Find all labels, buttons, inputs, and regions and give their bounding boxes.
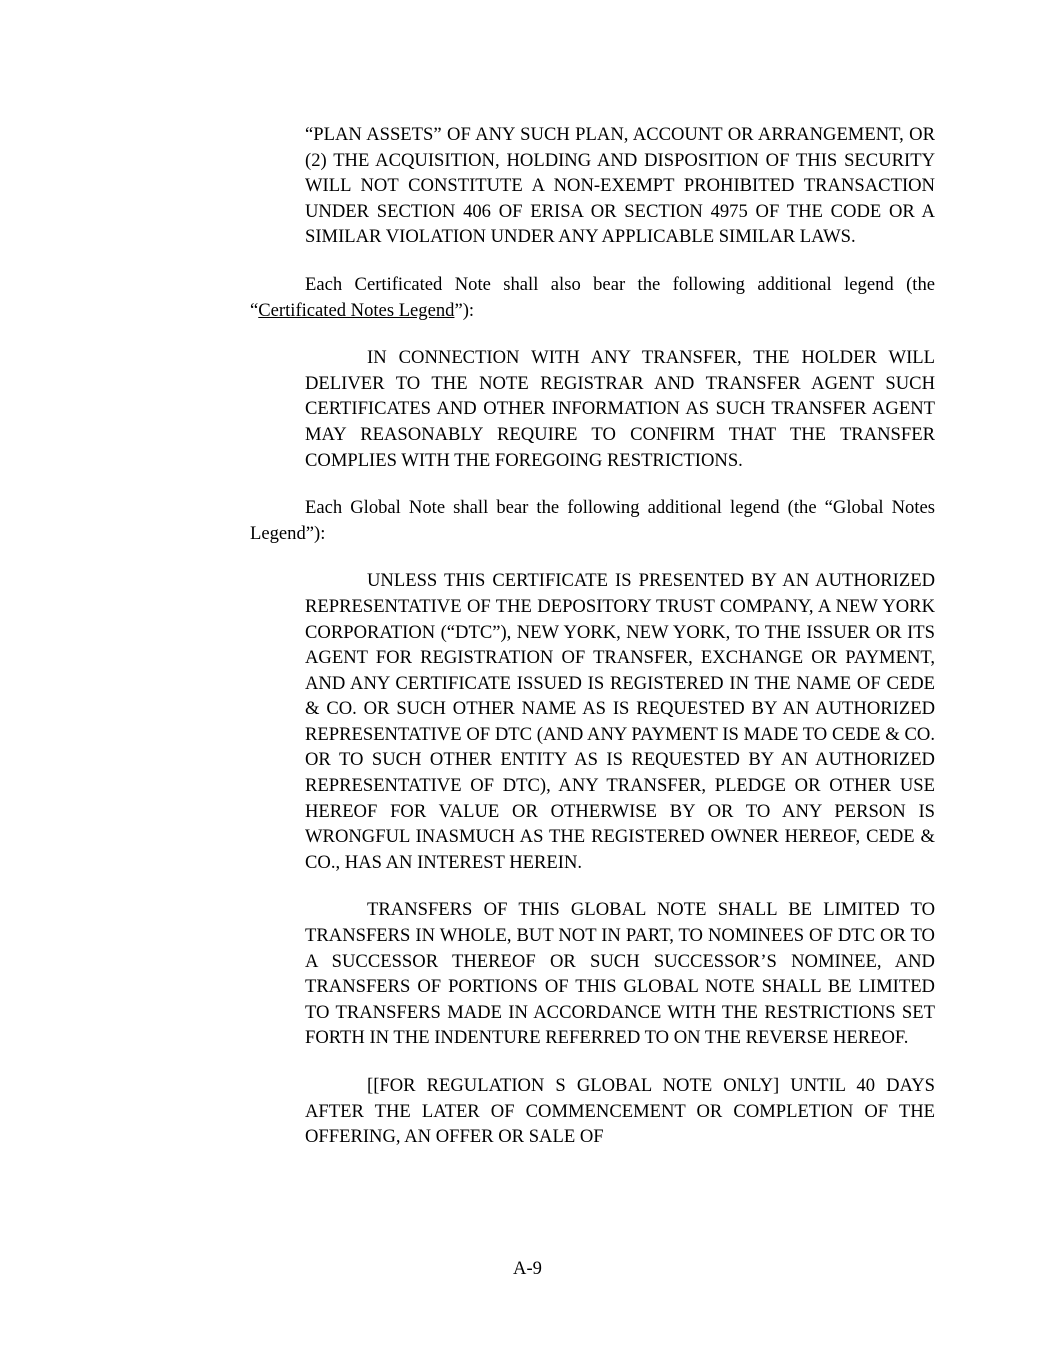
spacer <box>305 875 935 897</box>
certificated-notes-legend-term: Certificated Notes Legend <box>258 299 455 321</box>
page-content <box>250 122 935 1150</box>
certificated-intro-text-before: Each Certificated Note shall also bear the following additional legend (the “ <box>250 273 935 321</box>
paragraph-plan-assets-legend-continued: “PLAN ASSETS” OF ANY SUCH PLAN, ACCOUNT OR ARRANGEMENT, OR (2) THE ACQUISITION, HOLDING AND DISPOSITION OF THIS SECURITY WILL NOT CONSTITUTE A NON-EXEMPT PROHIBITED TRANSACTION UNDER SECTION 406 OF ERISA OR SECTION 4975 OF THE CODE OR A SIMILAR VIOLATION UNDER ANY APPLICABLE SIMILAR LAWS. <box>305 124 935 248</box>
paragraph-certificated-note-intro <box>250 272 935 323</box>
certificated-intro-text-after: ”): <box>454 299 475 321</box>
page-number: A-9 <box>513 1258 542 1279</box>
paragraph-global-notes-legend-3: [[FOR REGULATION S GLOBAL NOTE ONLY] UNTIL 40 DAYS AFTER THE LATER OF COMMENCEMENT OR COMPLETION OF THE OFFERING, AN OFFER OR SALE OF <box>305 1075 935 1148</box>
paragraph-global-notes-legend-2: TRANSFERS OF THIS GLOBAL NOTE SHALL BE LIMITED TO TRANSFERS IN WHOLE, BUT NOT IN PART, TO NOMINEES OF DTC OR TO A SUCCESSOR THEREOF OR SUCH SUCCESSOR’S NOMINEE, AND TRANSFERS OF PORTIONS OF THIS GLOBAL NOTE SHALL BE LIMITED TO TRANSFERS MADE IN ACCORDANCE WITH THE RESTRICTIONS SET FORTH IN THE INDENTURE REFERRED TO ON THE REVERSE HEREOF. <box>305 899 935 1049</box>
spacer <box>305 250 935 272</box>
spacer <box>305 323 935 345</box>
paragraph-global-note-intro: Each Global Note shall bear the following additional legend (the “Global Notes Legend”): <box>250 497 935 544</box>
paragraph-global-notes-legend-1: UNLESS THIS CERTIFICATE IS PRESENTED BY AN AUTHORIZED REPRESENTATIVE OF THE DEPOSITORY TRUST COMPANY, A NEW YORK CORPORATION (“DTC”), NEW YORK, NEW YORK, TO THE ISSUER OR ITS AGENT FOR REGISTRATION OF TRANSFER, EXCHANGE OR PAYMENT, AND ANY CERTIFICATE ISSUED IS REGISTERED IN THE NAME OF CEDE & CO. OR SUCH OTHER NAME AS IS REQUESTED BY AN AUTHORIZED REPRESENTATIVE OF DTC (AND ANY PAYMENT IS MADE TO CEDE & CO. OR TO SUCH OTHER ENTITY AS IS REQUESTED BY AN AUTHORIZED REPRESENTATIVE OF DTC), ANY TRANSFER, PLEDGE OR OTHER USE HEREOF FOR VALUE OR OTHERWISE BY OR TO ANY PERSON IS WRONGFUL INASMUCH AS THE REGISTERED OWNER HEREOF, CEDE & CO., HAS AN INTEREST HEREIN. <box>305 570 935 873</box>
spacer <box>305 1051 935 1073</box>
paragraph-certificated-notes-legend: IN CONNECTION WITH ANY TRANSFER, THE HOLDER WILL DELIVER TO THE NOTE REGISTRAR AND TRANSFER AGENT SUCH CERTIFICATES AND OTHER INFORMATION AS SUCH TRANSFER AGENT MAY REASONABLY REQUIRE TO CONFIRM THAT THE TRANSFER COMPLIES WITH THE FOREGOING RESTRICTIONS. <box>305 347 935 471</box>
spacer <box>305 546 935 568</box>
spacer <box>305 473 935 495</box>
